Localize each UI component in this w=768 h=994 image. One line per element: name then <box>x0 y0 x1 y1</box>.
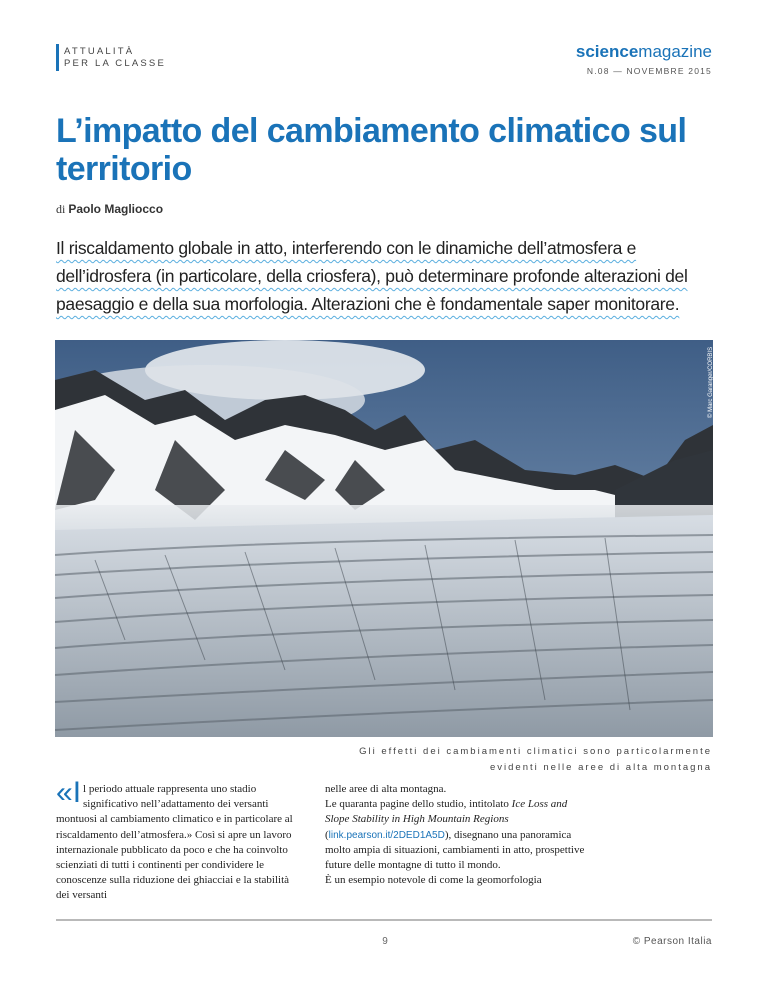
article-title: L’impatto del cambiamento climatico sul territorio <box>56 112 687 188</box>
dropcap-letter: I <box>72 776 82 809</box>
column-2-line-d: È un esempio notevole di come la geomorfologia <box>325 874 542 887</box>
article-column-1 <box>56 776 299 904</box>
author-name: Paolo Magliocco <box>68 202 164 216</box>
column-1-text: l periodo attuale rappresenta uno stadio significativo nell’adattamento dei versanti montuosi al cambiamento climatico e in particolare al riscaldamento dell’atmosfera.» Così si apre un lavoro internazionale pubblicato da poco e che ha coinvolto scienziati di tutti i continenti per condividere le conoscenze sulla riduzione dei ghiacciai e la stabilità dei versanti <box>56 783 293 902</box>
byline-prefix: di <box>56 202 66 216</box>
column-2-line-a: nelle aree di alta montagna. <box>325 783 447 795</box>
study-link[interactable]: link.pearson.it/2DED1A5D <box>328 829 445 841</box>
brand-logo-bold: science <box>575 42 639 61</box>
caption-line1: Gli effetti dei cambiamenti climatici sono particolarmente <box>359 746 712 757</box>
footer-divider <box>56 919 712 921</box>
photo-credit <box>708 348 718 418</box>
section-label <box>64 46 166 70</box>
section-accent-bar <box>56 44 59 71</box>
brand-logo <box>576 42 712 62</box>
byline <box>56 202 163 217</box>
dropcap <box>56 776 82 809</box>
copyright-notice: © Pearson Italia <box>632 936 712 947</box>
column-2-paragraph-b: Le quaranta pagine dello studio, intitolato Ice Loss and Slope Stability in High Mountain Regions (link.pearson.it/2DED1A5D), disegnano una panoramica molto ampia di situazioni, cambiamenti in atto, prospettive future delle montagne di tutto il mondo. <box>325 798 585 872</box>
glacier-photo <box>55 340 713 737</box>
column-2-text-c: ), disegnano una panoramica molto ampia di situazioni, cambiamenti in atto, prospettive future delle montagne di tutto il mondo. <box>325 828 585 872</box>
lead-text: Il riscaldamento globale in atto, interferendo con le dinamiche dell’atmosfera e dell’idrosfera (in particolare, della criosfera), può determinare profonde alterazioni del paesaggio e della sua morfologia. Alterazioni che è fondamentale saper monitorare. <box>56 238 688 314</box>
page-number: 9 <box>382 936 388 947</box>
photo-caption <box>312 744 712 776</box>
section-label-line1: ATTUALITÀ <box>64 46 135 57</box>
glacier-photo-image <box>55 340 713 737</box>
issue-info: N.08 — NOVEMBRE 2015 <box>586 66 712 76</box>
photo-credit-text: © Marc Garanger/CORBIS <box>708 346 714 418</box>
study-title: Ice Loss and Slope Stability in High Mountain Regions <box>325 798 568 826</box>
article-column-2 <box>325 782 585 888</box>
column-2-text-b: Le quaranta pagine dello studio, intitolato <box>325 798 509 811</box>
dropcap-quote: « <box>56 776 73 809</box>
brand-logo-rest: magazine <box>638 42 712 61</box>
section-label-line2: PER LA CLASSE <box>64 58 166 69</box>
lead-paragraph <box>56 234 706 318</box>
caption-line2: evidenti nelle aree di alta montagna <box>490 762 712 773</box>
